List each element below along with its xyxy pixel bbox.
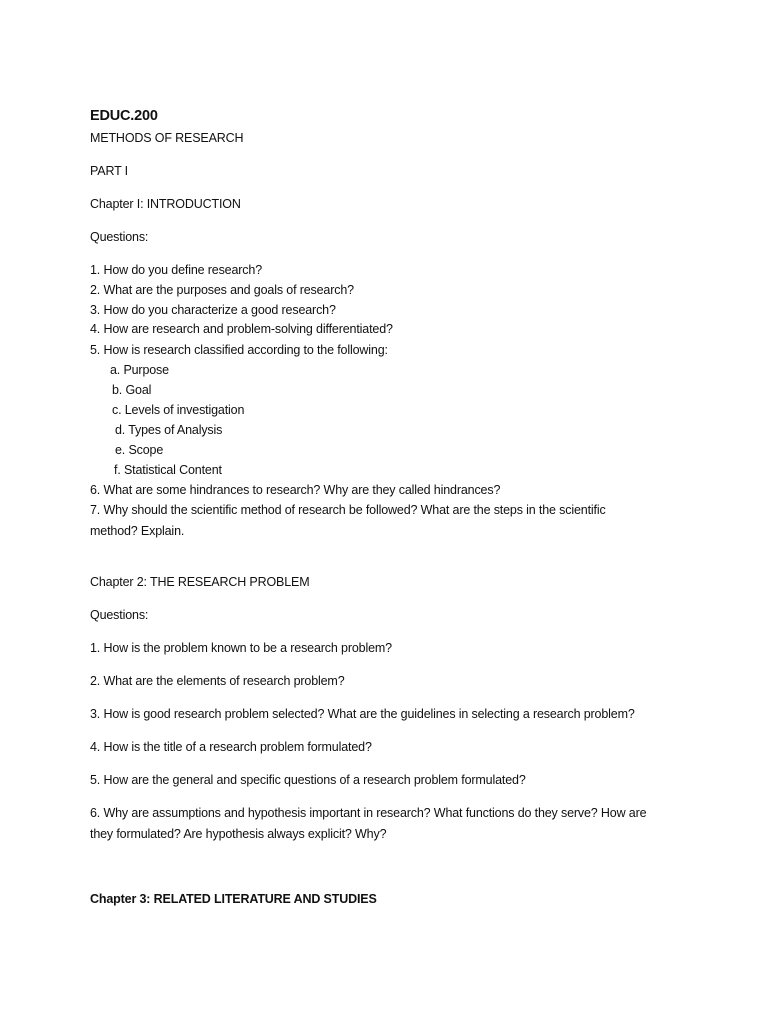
chapter-2-question-6-line-2: they formulated? Are hypothesis always explicit? Why? (90, 827, 387, 841)
chapter-1-questions-label: Questions: (90, 230, 149, 244)
chapter-2-question-6-line-1: 6. Why are assumptions and hypothesis important in research? What functions do they serve? How are (90, 806, 647, 820)
chapter-3-heading: Chapter 3: RELATED LITERATURE AND STUDIES (90, 892, 377, 906)
chapter-1-question-2: 2. What are the purposes and goals of research? (90, 283, 354, 297)
chapter-1-question-7-line-1: 7. Why should the scientific method of research be followed? What are the steps in the scientific (90, 503, 606, 517)
chapter-2-question-2: 2. What are the elements of research problem? (90, 674, 345, 688)
course-title: METHODS OF RESEARCH (90, 131, 244, 145)
chapter-2-question-4: 4. How is the title of a research problem formulated? (90, 740, 372, 754)
chapter-2-heading: Chapter 2: THE RESEARCH PROBLEM (90, 575, 310, 589)
course-code: EDUC.200 (90, 108, 158, 124)
chapter-1-question-6: 6. What are some hindrances to research? Why are they called hindrances? (90, 483, 501, 497)
chapter-2-question-1: 1. How is the problem known to be a research problem? (90, 641, 392, 655)
chapter-1-heading: Chapter I: INTRODUCTION (90, 197, 241, 211)
chapter-1-subitem-f: f. Statistical Content (114, 463, 222, 477)
chapter-2-question-5: 5. How are the general and specific questions of a research problem formulated? (90, 773, 526, 787)
chapter-1-question-3: 3. How do you characterize a good research? (90, 303, 336, 317)
chapter-1-subitem-e: e. Scope (115, 443, 164, 457)
chapter-1-subitem-c: c. Levels of investigation (112, 403, 245, 417)
chapter-1-subitem-d: d. Types of Analysis (115, 423, 223, 437)
chapter-1-subitem-a: a. Purpose (110, 363, 169, 377)
chapter-1-question-4: 4. How are research and problem-solving differentiated? (90, 322, 393, 336)
chapter-1-question-5: 5. How is research classified according to the following: (90, 343, 388, 357)
chapter-1-subitem-b: b. Goal (112, 383, 152, 397)
chapter-1-question-1: 1. How do you define research? (90, 263, 262, 277)
part-label: PART I (90, 164, 129, 178)
chapter-1-question-7-line-2: method? Explain. (90, 524, 185, 538)
chapter-2-questions-label: Questions: (90, 608, 149, 622)
chapter-2-question-3: 3. How is good research problem selected? What are the guidelines in selecting a research problem? (90, 707, 635, 721)
